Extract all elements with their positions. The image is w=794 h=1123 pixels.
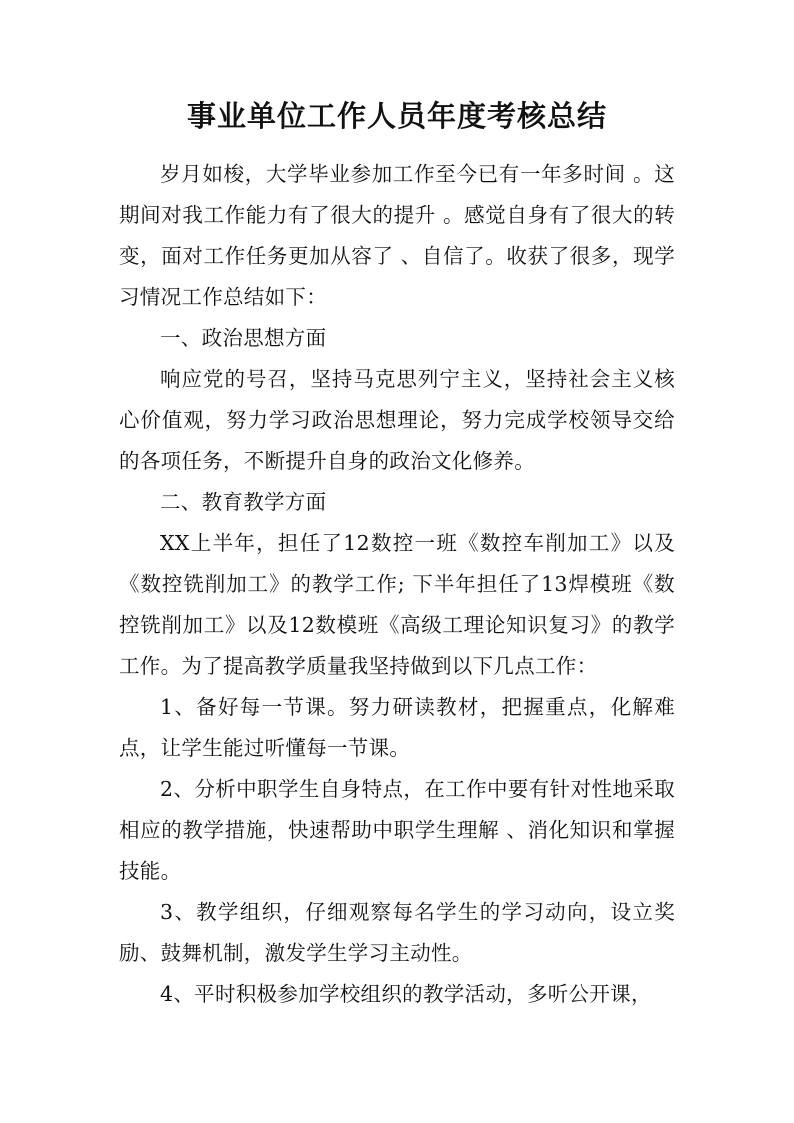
list-item-4: 4、平时积极参加学校组织的教学活动，多听公开课， <box>160 982 652 1006</box>
paragraph-intro: 岁月如梭，大学毕业参加工作至今已有一年多时间 。这期间对我工作能力有了很大的提升 。感觉自身有了很大的转变，面对工作任务更加从容了 、自信了。收获了很多，现学习情况工作总结如下： <box>119 162 675 309</box>
list-item-1: 1、备好每一节课。努力研读教材，把握重点，化解难点，让学生能过听懂每一节课。 <box>119 695 675 760</box>
list-item-2: 2、分析中职学生自身特点，在工作中要有针对性地采取相应的教学措施，快速帮助中职学生理解 、消化知识和掌握技能。 <box>119 777 675 883</box>
list-item-3: 3、教学组织，仔细观察每名学生的学习动向，设立奖励、鼓舞机制，激发学生学习主动性。 <box>119 900 675 965</box>
document-body <box>119 154 675 1015</box>
section-heading-politics: 一、政治思想方面 <box>160 326 327 350</box>
paragraph-politics: 响应党的号召，坚持马克思列宁主义，坚持社会主义核心价值观，努力学习政治思想理论，努力完成学校领导交给的各项任务，不断提升自身的政治文化修养。 <box>119 367 675 473</box>
section-heading-teaching: 二、教育教学方面 <box>160 490 327 514</box>
paragraph-teaching: XX上半年，担任了12数控一班《数控车削加工》以及《数控铣削加工》的教学工作; 下半年担任了13焊模班《数控铣削加工》以及12数模班《高级工理论知识复习》的教学工作。为了提高教学质量我坚持做到以下几点工作： <box>119 531 675 678</box>
document-title: 事业单位工作人员年度考核总结 <box>186 99 607 133</box>
